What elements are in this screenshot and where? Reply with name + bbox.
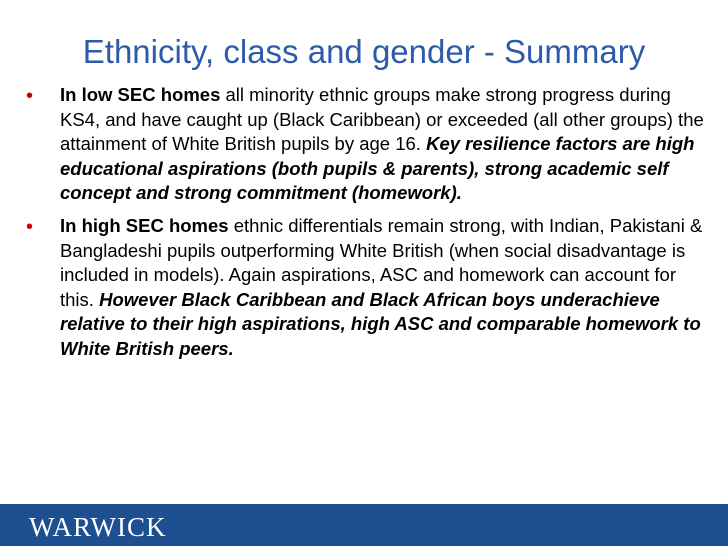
footer-band <box>0 504 728 546</box>
bullet-marker-icon: • <box>26 215 34 238</box>
bullet-lead: In low SEC homes <box>60 84 221 105</box>
bullet-marker-icon: • <box>26 85 34 107</box>
bullet-emphasis: Key resilience factors are high educational aspirations (both pupils & parents), strong academic self concept and strong commitment (homework). <box>60 133 695 204</box>
warwick-logo: WARWICK <box>29 512 167 542</box>
bullet-item-high-sec <box>24 214 704 362</box>
bullet-list <box>24 83 704 370</box>
slide-title: Ethnicity, class and gender - Summary <box>82 33 646 70</box>
bullet-body: all minority ethnic groups make strong progress during KS4, and have caught up (Black Caribbean) or exceeded (all other groups) the attainment of White British pupils by age 16. <box>60 84 704 155</box>
bullet-body: ethnic differentials remain strong, with Indian, Pakistani & Bangladeshi pupils outperforming White British (when social disadvantage is included in models). Again aspirations, ASC and homework can account for this. <box>60 214 703 310</box>
bullet-emphasis: However Black Caribbean and Black African boys underachieve relative to their high aspirations, high ASC and comparable homework to White British peers. <box>60 288 701 359</box>
bullet-item-low-sec <box>24 83 704 206</box>
bullet-lead: In high SEC homes <box>60 214 229 236</box>
